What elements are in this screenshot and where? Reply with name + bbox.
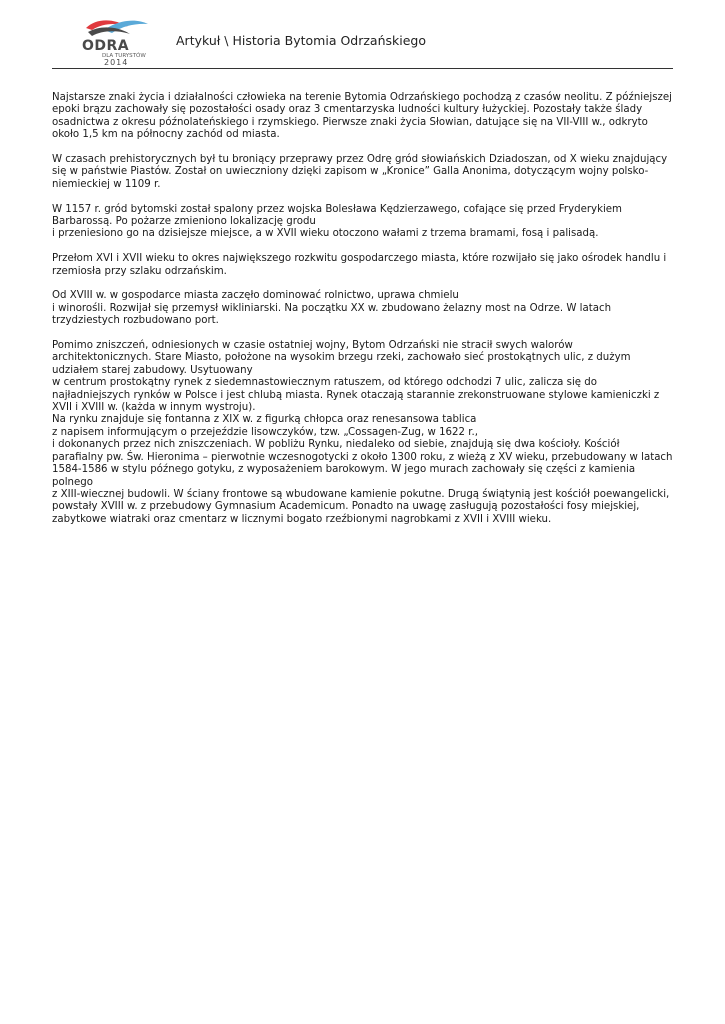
article-paragraph xyxy=(52,92,676,142)
paragraph-line: Na rynku znajduje się fontanna z XIX w. z figurką chłopca oraz renesansowa tablica xyxy=(52,414,477,426)
article-paragraph xyxy=(52,340,676,526)
paragraph-line: W czasach prehistorycznych był tu broniący przeprawy przez Odrę gród słowiańskich Dziadoszan, od X wieku znajdujący się w państwie Piastów. Został on uwieczniony dzięki zapisom w „Kronice” Galla Anonima, dotyczącym wojny polsko-niemieckiej w 1109 r. xyxy=(52,154,671,190)
paragraph-line: i winorośli. Rozwijał się przemysł wikliniarski. Na początku XX w. zbudowano żelazny most na Odrze. W latach trzydziestych rozbudowano port. xyxy=(52,302,615,327)
paragraph-line: i przeniesiono go na dzisiejsze miejsce, a w XVII wieku otoczono wałami z trzema bramami, fosą i palisadą. xyxy=(52,228,599,240)
article-paragraph xyxy=(52,154,673,191)
logo-word: ODRA xyxy=(82,38,130,54)
odra-logo-icon xyxy=(74,14,156,66)
logo-sub-text: DLA TURYSTÓW xyxy=(102,53,146,59)
paragraph-line: Najstarsze znaki życia i działalności człowieka na terenie Bytomia Odrzańskiego pochodzą z czasów neolitu. Z późniejszej epoki brązu zachowały się pozostałości osady oraz 3 cmentarzyska ludności kultury łużyckiej. Pozostały także ślady osadnictwa z okresu późnolateńskiego i rzymskiego. Pierwsze znaki życia Słowian, datujące się na VII-VIII w., odkryto około 1,5 km na północny zachód od miasta. xyxy=(52,92,676,141)
paragraph-line: Od XVIII w. w gospodarce miasta zaczęło dominować rolnictwo, uprawa chmielu xyxy=(52,290,459,302)
paragraph-line: w centrum prostokątny rynek z siedemnastowiecznym ratuszem, od którego odchodzi 7 ulic, zalicza się do najładniejszych rynków w Polsce i jest chlubą miasta. Rynek otaczają starannie zrekonstruowane stylowe kamieniczki z XVII i XVIII w. (każda w innym wystroju). xyxy=(52,377,663,414)
article-body xyxy=(52,92,676,539)
article-paragraph xyxy=(52,290,673,327)
paragraph-line: Pomimo zniszczeń, odniesionych w czasie ostatniej wojny, Bytom Odrzański nie stracił swych walorów architektonicznych. Stare Miasto, położone na wysokim brzegu rzeki, zachowało sieć prostokątnych ulic, z dużym udziałem starej zabudowy. Usytuowany xyxy=(52,340,634,376)
odra-logo xyxy=(74,14,156,66)
paragraph-line: Przełom XVI i XVII wieku to okres największego rozkwitu gospodarczego miasta, które rozwijało się jako ośrodek handlu i rzemiosła przy szlaku odrzańskim. xyxy=(52,253,670,277)
page-title: Artykuł \ Historia Bytomia Odrzańskiego xyxy=(176,33,427,48)
paragraph-line: z XIII-wiecznej budowli. W ściany frontowe są wbudowane kamienie pokutne. Drugą świątynią jest kościół poewangelicki, powstały XVIII w. z przebudowy Gymnasium Academicum. Ponadto na uwagę zasługują pozostałości fosy miejskiej, zabytkowe wiatraki oraz cmentarz w licznymi bogato rzeźbionymi nagrobkami z XVII i XVIII wieku. xyxy=(52,488,673,525)
paragraph-line: W 1157 r. gród bytomski został spalony przez wojska Bolesława Kędzierzawego, cofające się przed Fryderykiem Barbarossą. Po pożarze zmieniono lokalizację grodu xyxy=(52,203,626,228)
page-header xyxy=(52,0,673,69)
paragraph-line: i dokonanych przez nich zniszczeniach. W pobliżu Rynku, niedaleko od siebie, znajdują się dwa kościoły. Kościół parafialny pw. Św. Hieronima – pierwotnie wczesnogotycki z około 1300 roku, z wieżą z XV wieku, przebudowany w latach 1584-1586 w stylu późnego gotyku, z wyposażeniem barokowym. W jego murach zachowały się części z kamienia polnego xyxy=(52,439,676,488)
logo-year: 2014 xyxy=(104,58,129,66)
article-paragraph xyxy=(52,204,673,241)
article-paragraph xyxy=(52,253,673,278)
paragraph-line: z napisem informującym o przejeździe lisowczyków, tzw. „Cossagen-Zug, w 1622 r., xyxy=(52,426,478,438)
